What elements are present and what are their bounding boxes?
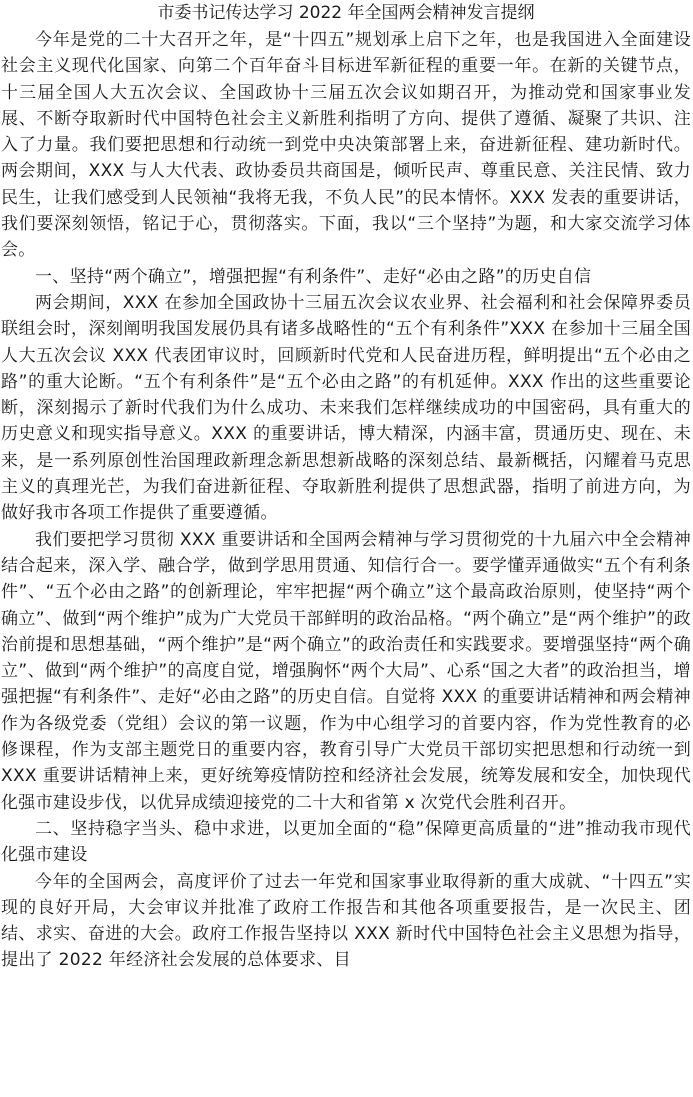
document-title: 市委书记传达学习 2022 年全国两会精神发言提纲 [157,3,535,23]
body-paragraph: 今年的全国两会，高度评价了过去一年党和国家事业取得新的重大成就、“十四五”实现的良好开局，大会审议并批准了政府工作报告和其他各项重要报告，是一次民主、团结、求实、奋进的大会。政府工作报告坚持以 XXX 新时代中国特色社会主义思想为指导，提出了 2022 年经济社会发展的总体要求、目 [1,871,691,971]
body-paragraph: 两会期间，XXX 在参加全国政协十三届五次会议农业界、社会福利和社会保障界委员联组会时，深刻阐明我国发展仍具有诸多战略性的“五个有利条件”XXX 在参加十三届全国人大五次会议 XXX 代表团审议时，回顾新时代党和人民奋进历程，鲜明提出“五个必由之路”的重大论断。“五个有利条件”是“五个必由之路”的有机延伸。XXX 作出的这些重要论断，深刻揭示了新时代我们为什么成功、未来我们怎样继续成功的中国密码，具有重大的历史意义和现实指导意义。XXX 的重要讲话，博大精深，内涵丰富，贯通历史、现在、未来，是一系列原创性治国理政新理念新思想新战略的深刻总结、最新概括，闪耀着马克思主义的真理光芒，为我们奋进新征程、夺取新胜利提供了思想武器，指明了前进方向，为做好我市各项工作提供了重要遵循。 [1,292,691,524]
intro-paragraph: 今年是党的二十大召开之年，是“十四五”规划承上启下之年，也是我国进入全面建设社会主义现代化国家、向第二个百年奋斗目标进军新征程的重要一年。在新的关键节点，十三届全国人大五次会议、全国政协十三届五次会议如期召开，为推动党和国家事业发展、不断夺取新时代中国特色社会主义新胜利指明了方向、提供了遵循、凝聚了共识、注入了力量。我们要把思想和行动统一到党中央决策部署上来，奋进新征程、建功新时代。两会期间，XXX 与人大代表、政协委员共商国是，倾听民声、尊重民意、关注民情、致力民生，让我们感受到人民领袖“我将无我，不负人民”的民本情怀。XXX 发表的重要讲话，我们要深刻领悟，铭记于心，贯彻落实。下面，我以“三个坚持”为题，和大家交流学习体会。 [1,30,691,261]
section-heading-2: 二、坚持稳字当头、稳中求进，以更加全面的“稳”保障更高质量的“进”推动我市现代化强市建设 [1,818,691,866]
body-paragraph: 我们要把学习贯彻 XXX 重要讲话和全国两会精神与学习贯彻党的十九届六中全会精神结合起来，深入学、融合学，做到学思用贯通、知信行合一。要学懂弄通做实“五个有利条件”、“五个必由之路”的创新理论，牢牢把握“两个确立”这个最高政治原则，使坚持“两个确立”、做到“两个维护”成为广大党员干部鲜明的政治品格。“两个确立”是“两个维护”的政治前提和思想基础，“两个维护”是“两个确立”的政治责任和实践要求。要增强坚持“两个确立”、做到“两个维护”的高度自觉，增强胸怀“两个大局”、心系“国之大者”的政治担当，增强把握“有利条件”、走好“必由之路”的历史自信。自觉将 XXX 的重要讲话精神和两会精神作为各级党委（党组）会议的第一议题，作为中心组学习的首要内容，作为党性教育的必修课程，作为支部主题党日的重要内容，教育引导广大党员干部切实把思想和行动统一到 XXX 重要讲话精神上来，更好统筹疫情防控和经济社会发展，统筹发展和安全，加快现代化强市建设步伐，以优异成绩迎接党的二十大和省第 x 次党代会胜利召开。 [1,529,691,813]
section-heading-1: 一、坚持“两个确立”，增强把握“有利条件”、走好“必由之路”的历史自信 [35,266,592,287]
